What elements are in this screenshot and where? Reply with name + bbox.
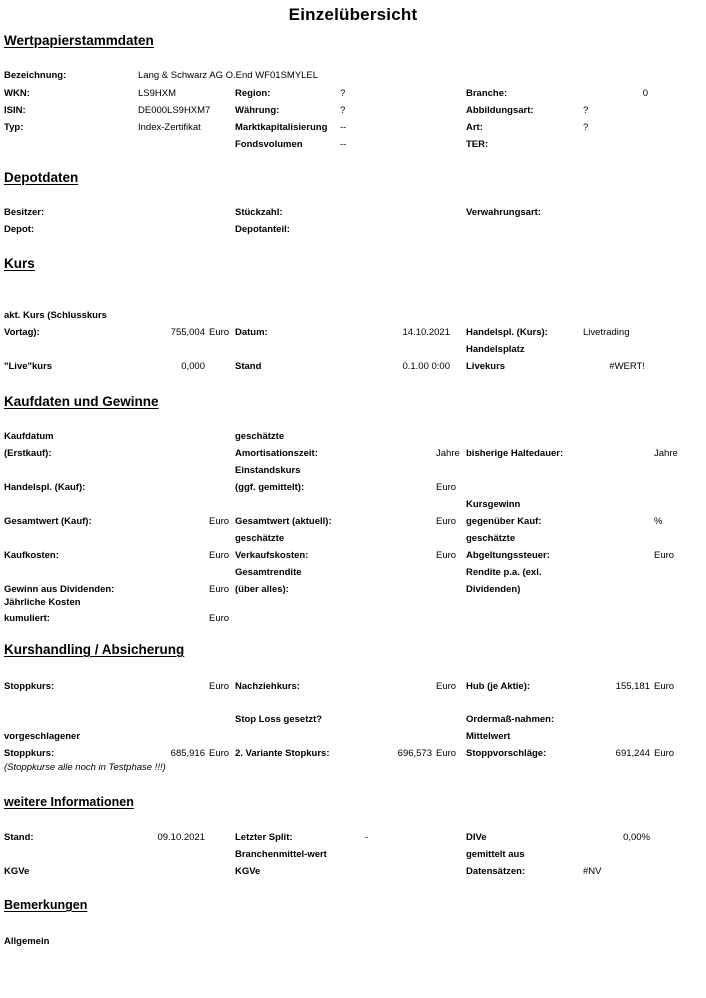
label-wkn: WKN: [4, 88, 30, 99]
value-datensaetzen: #NV [583, 866, 602, 877]
unit-vorgeschlagener-stoppkurs: Euro [209, 748, 230, 759]
label-abgeltungssteuer-line2: Abgeltungssteuer: [466, 550, 550, 561]
label-verkaufskosten-line2: Verkaufskosten: [235, 550, 309, 561]
label-jaehrliche-kosten-line1: Jährliche Kosten [4, 597, 81, 608]
label-isin: ISIN: [4, 105, 26, 116]
note-testphase: (Stoppkurse alle noch in Testphase !!!) [4, 762, 166, 773]
section-heading-bemerkungen: Bemerkungen [4, 898, 88, 912]
value-handelsplatz-kurs: Livetrading [583, 327, 630, 338]
section-heading-wertpapierstammdaten: Wertpapierstammdaten [4, 33, 154, 48]
label-stand: Stand: [4, 832, 34, 843]
label-kursgewinn-line2: gegenüber Kauf: [466, 516, 542, 527]
label-gesamtrendite-line2: (über alles): [235, 584, 289, 595]
label-hub: Hub (je Aktie): [466, 681, 531, 692]
label-letzter-split: Letzter Split: [235, 832, 293, 843]
label-variante2-stopkurs: 2. Variante Stopkurs: [235, 748, 330, 759]
label-fondsvolumen: Fondsvolumen [235, 139, 303, 150]
label-gesamtrendite-line1: Gesamtrendite [235, 567, 302, 578]
unit-kursgewinn: % [654, 516, 663, 527]
value-typ: Index-Zertifikat [138, 122, 201, 133]
label-kaufdatum-line2: (Erstkauf): [4, 448, 52, 459]
label-depotanteil: Depotanteil: [235, 224, 290, 235]
label-branche: Branche: [466, 88, 508, 99]
label-akt-kurs-line1: akt. Kurs (Schlusskurs [4, 310, 107, 321]
unit-abgeltungssteuer: Euro [654, 550, 675, 561]
label-branchenmittelwert: Branchenmittel-wert [235, 849, 327, 860]
label-kursgewinn-line1: Kursgewinn [466, 499, 521, 510]
label-abbildungsart: Abbildungsart: [466, 105, 534, 116]
label-stop-loss-gesetzt: Stop Loss gesetzt? [235, 714, 323, 725]
value-abbildungsart: ? [583, 105, 589, 116]
label-amortisation-line1: geschätzte [235, 431, 285, 442]
label-allgemein: Allgemein [4, 936, 50, 947]
label-bezeichnung: Bezeichnung: [4, 70, 67, 81]
label-art: Art: [466, 122, 483, 133]
value-stand-kurs: 0.1.00 0:00 [402, 361, 450, 372]
label-livekurs-right: Livekurs [466, 361, 506, 372]
section-heading-kurshandling: Kurshandling / Absicherung [4, 642, 185, 657]
label-kgve: KGVe [4, 866, 30, 877]
value-marktkapitalisierung: -- [340, 122, 347, 133]
unit-haltedauer: Jahre [654, 448, 678, 459]
label-haltedauer: bisherige Haltedauer: [466, 448, 564, 459]
label-handelsplatz: Handelsplatz [466, 344, 525, 355]
label-depot: Depot: [4, 224, 35, 235]
label-akt-kurs-line2: Vortag): [4, 327, 40, 338]
value-dive: 0,00% [623, 832, 650, 843]
label-nachziehkurs: Nachziehkurs: [235, 681, 300, 692]
section-heading-depotdaten: Depotdaten [4, 170, 79, 185]
value-livekurs-right: #WERT! [609, 361, 645, 372]
unit-hub: Euro [654, 681, 675, 692]
section-heading-weitere-informationen: weitere Informationen [4, 795, 134, 809]
label-vorgeschlagener-line2: Stoppkurs: [4, 748, 55, 759]
unit-stoppkurs: Euro [209, 681, 230, 692]
label-jaehrliche-kosten-line2: kumuliert: [4, 613, 50, 624]
label-livekurs: "Live"kurs [4, 361, 53, 372]
label-verkaufskosten-line1: geschätzte [235, 533, 285, 544]
value-art: ? [583, 122, 589, 133]
label-gesamtwert-kauf: Gesamtwert (Kauf): [4, 516, 92, 527]
unit-gesamtwert-aktuell: Euro [436, 516, 457, 527]
unit-gesamtwert-kauf: Euro [209, 516, 230, 527]
label-gewinn-dividenden: Gewinn aus Dividenden: [4, 584, 115, 595]
value-waehrung: ? [340, 105, 346, 116]
label-datum: Datum: [235, 327, 268, 338]
value-wkn: LS9HXM [138, 88, 177, 99]
label-kaufkosten: Kaufkosten: [4, 550, 59, 561]
label-stoppvorschlaege: Stoppvorschläge: [466, 748, 547, 759]
value-bezeichnung: Lang & Schwarz AG O.End WF01SMYLEL [138, 70, 319, 81]
label-rendite-pa-line2: Dividenden) [466, 584, 521, 595]
value-akt-kurs: 755,004 [170, 327, 205, 338]
label-abgeltungssteuer-line1: geschätzte [466, 533, 516, 544]
value-stoppvorschlaege: 691,244 [615, 748, 650, 759]
label-datensaetzen: Datensätzen: [466, 866, 526, 877]
value-datum: 14.10.2021 [402, 327, 450, 338]
value-livekurs: 0,000 [181, 361, 205, 372]
label-einstandskurs-line2: (ggf. gemittelt): [235, 482, 305, 493]
unit-jaehrliche-kosten: Euro [209, 613, 230, 624]
unit-einstandskurs: Euro [436, 482, 457, 493]
label-marktkapitalisierung: Marktkapitalisierung [235, 122, 328, 133]
label-typ: Typ: [4, 122, 24, 133]
unit-akt-kurs: Euro [209, 327, 230, 338]
value-letzter-split: - [365, 832, 369, 843]
label-besitzer: Besitzer: [4, 207, 45, 218]
label-waehrung: Währung: [235, 105, 280, 116]
value-fondsvolumen: -- [340, 139, 347, 150]
label-handelsplatz-kurs: Handelspl. (Kurs): [466, 327, 548, 338]
label-mittelwert-line1: Mittelwert [466, 731, 511, 742]
value-variante2-stopkurs: 696,573 [397, 748, 432, 759]
label-stand-kurs: Stand [235, 361, 262, 372]
label-handelsplatz-kauf: Handelspl. (Kauf): [4, 482, 86, 493]
label-stoppkurs: Stoppkurs: [4, 681, 55, 692]
value-isin: DE000LS9HXM7 [138, 105, 211, 116]
label-amortisation-line2: Amortisationszeit: [235, 448, 318, 459]
unit-variante2-stopkurs: Euro [436, 748, 457, 759]
unit-gewinn-dividenden: Euro [209, 584, 230, 595]
page-title: Einzelübersicht [288, 5, 418, 24]
label-ter: TER: [466, 139, 489, 150]
value-region: ? [340, 88, 346, 99]
label-rendite-pa-line1: Rendite p.a. (exl. [466, 567, 542, 578]
label-dive: DIVe [466, 832, 487, 843]
label-region: Region: [235, 88, 271, 99]
label-branchen-kgve: KGVe [235, 866, 261, 877]
unit-kaufkosten: Euro [209, 550, 230, 561]
value-branche: 0 [642, 88, 648, 99]
unit-verkaufskosten: Euro [436, 550, 457, 561]
label-ordermassnahmen: Ordermaß-nahmen: [466, 714, 555, 725]
label-kaufdatum-line1: Kaufdatum [4, 431, 54, 442]
label-gesamtwert-aktuell: Gesamtwert (aktuell): [235, 516, 332, 527]
value-vorgeschlagener-stoppkurs: 685,916 [170, 748, 205, 759]
section-heading-kurs: Kurs [4, 256, 35, 271]
label-gemittelt-aus-line1: gemittelt aus [466, 849, 525, 860]
value-hub: 155,181 [615, 681, 650, 692]
label-einstandskurs-line1: Einstandskurs [235, 465, 301, 476]
unit-stoppvorschlaege: Euro [654, 748, 675, 759]
label-stueckzahl: Stückzahl: [235, 207, 283, 218]
value-stand: 09.10.2021 [157, 832, 205, 843]
label-verwahrungsart: Verwahrungsart: [466, 207, 541, 218]
section-heading-kaufdaten: Kaufdaten und Gewinne [4, 394, 159, 409]
unit-nachziehkurs: Euro [436, 681, 457, 692]
unit-amortisation: Jahre [436, 448, 460, 459]
label-vorgeschlagener-line1: vorgeschlagener [4, 731, 81, 742]
